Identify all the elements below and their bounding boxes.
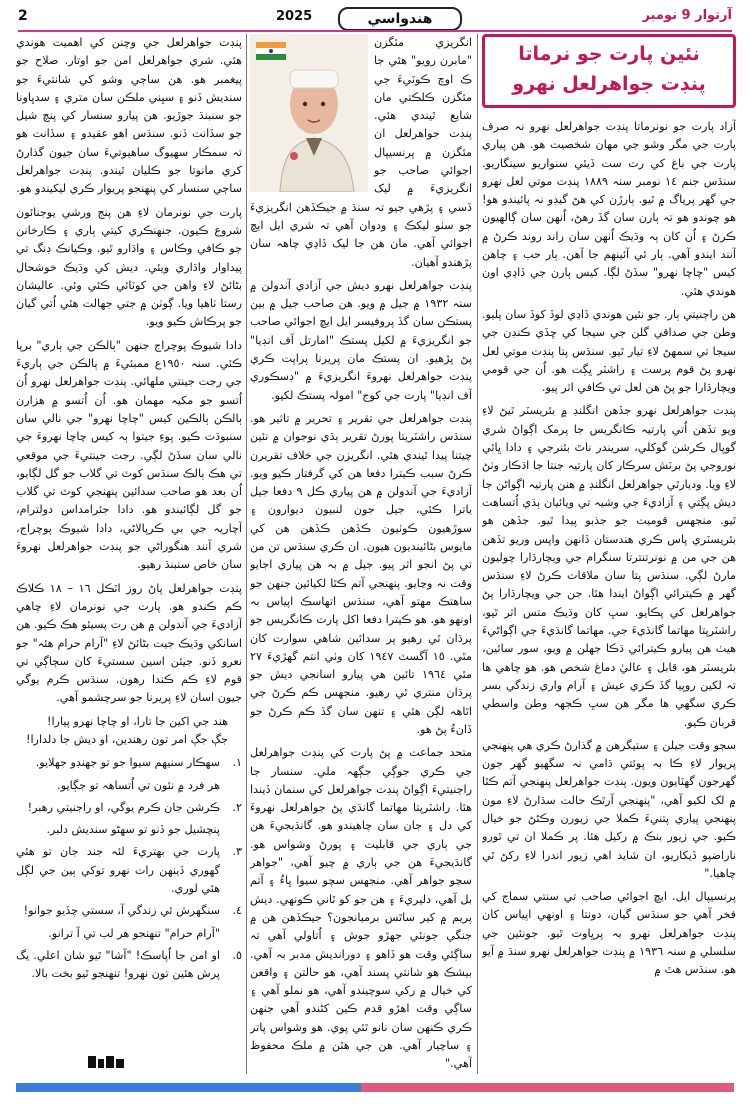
paragraph: پنڊت جواهرلعل نهرو جڏهن انگلنڊ ۾ بئريسٽر ٿيڻ لاءِ ويو تڏهن اُتي پارتيہ ڪانگريس جا پرمک اڳواڻ شري گوپال ڪرشن گوکلي، سريندر ناٿ بئنرجي ۽ دادا ڀائي نوروجي پڻ برٽش سرڪار کان پارتيہ جنتا جا اڌڪار وٺڻ لاءِ ويا. وديارٿي جواهرلعل انگلنڊ ۾ هنن پارتيہ اڳواڻن جا ديش پڳتي ۽ آزاديءَ جي وشيہ تي ويائيان ٻڌي اُتساهت ٿيو. منجهس قوميت جو جذبو پيدا ٿيو. جڏهن هو بئريسٽري پاس ڪري هندستان ڏانهن واپس وريو تڏهن هن جي من ۾ نونرتنترتا سنگرام جي ويچارڌارا چوليون مارڻ لڳي. سنڌس پتا سان ملاقات ڪرڻ لاءِ سنڌس گهر ۾ ڪيترائي اڳواڻ ايندا هئا. جن جي ويچارڌارا پڻ جواهرلعل کي پڪايو. سڀ کان وڌيڪ متس اثر ٿيو، راشٽرپتا مهاتما گانڌيءَ جي. مهاتما گانڌيءَ جي اڳواڻيءَ هيٺ هن پيارو ڪيترائي ڌڪا جهلن ۾ ويو، سور سائين، بئريسٽر هو، قابل ۽ عاليٰ دماغ شخص هو. هو چاهي ها تہ لکين روپيا گڏ ڪري عيش ۽ آرام واري زندگي بسر ڪري سگهي ها مگر هن سڀ ڪجهہ وطن واسطي قربان ڪيو. [482, 404, 736, 729]
stanza-number: ٣. [232, 845, 242, 859]
paragraph: پنڊت جواهرلعل نهرو ديش جي آزادي آندولن ۾ سنہ ١٩٣٢ ۾ جيل ۾ ويو. هن صاحب جيل ۾ بين پستڪن سان گڏ پروفيسر ايل ايڇ اجوائي صاحب جو انگريزيءَ ۾ لکيل پستڪ "امارتل آف انڊيا" پڻ پڙهيو. ان پستڪ مان پريرنا پراپت ڪري پنڊت جواهرلعل نهروءَ انگريزيءَ ۾ "ڊسڪوري آف انڊيا" پارت جي کوج" امولہ پستڪ لکيو. [250, 278, 472, 402]
poem-stanza [16, 925, 242, 943]
poem-stanza [16, 799, 242, 817]
poem-stanza [16, 777, 242, 795]
stanza-text: او امن جا اُپاسڪ! "آشا" ٿيو شان اعلي. يگ پرش هئين تون نهرو! تنهنجو ٿيو بخت بالا. [16, 948, 220, 981]
header-divider [18, 30, 732, 32]
stanza-text: ڪرشن جان ڪرم يوگي، او راجنيتي رهبر! [27, 800, 220, 814]
stanza-text: هر فرد ۾ نئون تي اُتساهہ تو جڳايو. [57, 778, 220, 792]
poem-intro-line: جڳ جڳ امر تون رهندين، او ديش جا دلدارا! [25, 732, 228, 746]
poem-stanza [16, 754, 242, 772]
footer-bar-pink [361, 1083, 734, 1092]
issue-year: 2025 [276, 9, 313, 24]
masthead-logo: هندواسي [338, 7, 462, 31]
poem-stanza [16, 843, 242, 898]
article-title-line-2: پنڊت جواهرلعل نهرو [512, 73, 706, 95]
stanza-number: ٥. [232, 948, 242, 962]
stanza-text: سنگهرش ئي زندگي آ، سستي چڏيو جوانو! [23, 904, 220, 918]
column-divider [246, 34, 247, 1074]
paragraph: متحد جماعت ۾ پڻ پارت کي پنڊت جواهرلعل جي ڪري جوڳي جڳهہ ملي. سنسار جا راڄنيتيءَ اڳواڻ پنڊت جواهرلعل کي سنمان ڏيندا هئا. راشٽرپتا مهاتما گانڌي پڻ جواهرلعل نهروءَ کي دل ۽ جان سان چاهيندو هو. گانڌيجيءَ هن جي ٻاري جي قابليت ۽ پورڻ وشواس هو. گانڌيجيءَ هن جي ٻاري ۾ چيو آهي، "جواهر سچو جواهر آهي. منجهس سچو سيوا ڀاءُ ۽ آتم بل آهي، دليريءَ ۽ هن جو کو ٿاني ڪونهي. ديش پريم ۾ کير ساٿس برميانجون؟ جيڪڏهن هن ۾ جنگي جونئي جهڙو جوش ۽ اُتاولي آهي تہ ساڳئي وقت هو ڏاهو ۽ دورانديش مدبر بہ آهي. بيشڪ هو شانتي پسند آهي، هو حالتن ۽ واقعن کي خيال ۾ رکي سوچيندو آهي، هو نملو آهي ۽ ساڳي وقت اهڙو قدم ڪين کڻندو آهي جنهن ڪري ڪنهن سان نانو ٿئي پوي. هو وشواس پاتر ۽ ساچيار آهي. هن جي هٿن ۾ ملڪ محفوظ آهي." [250, 746, 472, 1071]
article-column-2 [250, 34, 472, 1079]
stanza-number: ٤. [232, 904, 242, 918]
poem [16, 754, 242, 983]
paragraph: پنڊت جواهرلعل جي وچنن کي اهميت هوندي هئي. شري جواهرلعل امن جو اوتار. صلاح جو پيغمبر هو. هن ساڄي وشو کي شانتيءَ جو سنديش ڏنو ۽ سڀني ملڪن سان متري ۽ سدڀاونا جو سنبنڌ جوڙيو. هن پيارو سنسار کي پنچ شيل جو سڏانت ڏنو. سنڌس اهو عقيدو ۽ سڏانت هو تہ سمڪار سهيوگ ساهيوتيءَ سان جيون گذارڻ کري مانوتا جو ڪليان ٿيندو. پنڊت جواهرلعل ساڄي سنسار کي پنهنجو پريوار ڪري ليکيندو هو. [16, 36, 242, 196]
stanza-text: پنچشيل جو ڏنو تو سهڻو سنديش دلبر. [46, 823, 220, 837]
paragraph: پارت جي نونرمان لاءِ هن پنج ورشي يوجنائون شروع ڪيون. جنهنڪري کيتي ٻاري ۽ ڪارخانن جو ڪافي وڪاس ۽ واڌارو ٿيو. وڪيانڪ ڊنگ تي پيداوار واڌاري ويئي. ديش کي وڌيڪ خوشحال بڻائڻ لاءِ واهن جي کوٽائي ڪئي وئي. عاليشان رستا ٺاهيا ويا. ڳوٺن ۾ جتي جهالت هئي اُتي گيان جو پرڪاش ڪيو ويو. [16, 205, 242, 329]
issue-date: آرتوار 9 نومبر [642, 8, 732, 23]
footer-color-bar [16, 1083, 734, 1092]
column-divider [477, 34, 478, 1074]
paragraph: پنڊت جواهرلعل پاڻ روز اٽڪل ١٦ – ١٨ ڪلاڪ ڪم ڪندو هو. پارت جي نونرمان لاءِ چاهي آزاديءَ جي آندولن ۾ هن رت پسيئو هڪ ڪيو. هن اسانکي وڌيڪ جيت بڻائڻ لاءِ "آرام حرام هئہ" جو نعرو ڏنو. جيئن اسين سستيءَ کان سڄاڳي تي قوم لاءِ ڪم ڪندا رهون. سنڌس ڪرم يوگي جيون اسان لاءِ پريرنا جو سرچشمو آهي. [16, 581, 242, 705]
paragraph: پنڊت جواهرلعل جي تقرير ۽ تحرير ۾ تاثير هو. سنڌس راشٽريتا پورڻ تقرير ٻڌي نوجوان ۾ نئين چيتنا پيدا ٿيندي هئي. انگريزن جي خلاف تقريرن ڪرڻ سبب ڪيترا دفعا هن کي گرفتار ڪيو ويو. آزاديءَ جي آندولن ۾ هن پياري ڪل ٩ دفعا جيل ياترا ڪئي، جيل جون لنبيون ديوارون ۽ سوڙهيون ڪوٺيون ڪڏهن ڪڏهن هن کي مايوس بڻائينديون هيون. ان ڪري سنڌس تن من تي پڻ انجو اثر پيو. جيل ۾ بہ هن پياري اجايو وقت نہ وڃايو. پنهنجي آتم ڪٿا لکيائين جنهن جو ساهتڪ مهتو آهي، سنڌس اتهاسڪ اپياس بہ اونهو هو. هو ڪيترا دفعا اکل پارت ڪانگريس جو پرڌان ٿي رهيو پر سدائين شاهي سوارت کان مٿي. ١٥ آگسٽ ١٩٤٧ کان وٺي انتم گهڙيءَ ٢٧ مئي ١٩٦٤ تائين هي پيارو اسانجي ديش جو پرڌان منتري ٿي رهيو. منجهس ڪم ڪرڻ جي اٿاهہ لڳن هئي ۽ تنهن سان گڏ ڪم ڪرڻ جو ڏانءُ پڻ هو. [250, 411, 472, 736]
nehru-portrait-image [250, 34, 368, 192]
paragraph: پرنسيپال ايل. ايڇ اجوائي صاحب تي سنتي سماج کي فخر آهي جو سنڌس گيان، دونتا ۽ اونهي اپياس کان پنڊت جواهرلعل نهرو بہ پرڀاوت ٿيو. جونئين جي سلسلي ۾ سنہ ١٩٣٦ ۾ پنڊت جواهرلعل نهرو سنڌ ۾ آيو هو. سنڌس هٿ ۾ [482, 890, 736, 977]
stanza-number: ٢. [232, 800, 242, 814]
stanza-text: "آرام حرام" تنهنجو هر لب تي آ ترانو. [48, 926, 220, 940]
article-column-3 [16, 34, 242, 1079]
poem-intro-line: هند جي اکين جا تارا، او چاچا نهرو پيارا! [46, 714, 228, 728]
paragraph: سڄو وقت جيلن ۽ ستيگرهن ۾ گذارڻ ڪري هي پنهنجي پريوار لاءِ ڪا بہ پوئتي ڌامي نہ سگهيو گهر جون گهرجون گهٽايون ويون. پنڊت جواهرلعل پنهنجي آتم ڪٿا ۾ لک لکيو آهي، "پنهنجي آرٿڪ حالت سڌارڻ لاءِ مون پنهنجي پياري پتنيءَ ڪملا جي زيورن وڪڻڻ جو خيال ڪيو. جي زيور بنڪ ۾ رکيل هئا. پر ڪملا ان تي ٿورو ناراضپو ڏيکاريو، ان شايد اهي زيور اندرا لاءِ رکڻ ٿي چاهيا." [482, 738, 736, 880]
portrait-illustration [250, 34, 368, 192]
poem-stanza [16, 947, 242, 984]
article-title-box [482, 34, 736, 108]
article-column-1 [482, 34, 736, 1079]
paragraph: هن راڄنيتي ٻار. جو نئين هوندي ڏاڍي لوڏ کوڏ سان پليو. وطن جي صداقي گلن جي سيجا کي ڇڏي ڪنڊن جي سيجا تي سمهڻ لاءِ تيار ٿيو. سنڌس پتا پنڊت موتي لعل نهرو پڻ قوم پرست ۽ راشٽر ڀڳت هو. اُن جي قومي ويچارڌارا جو پڻ هن لعل تي ڪافي اثر پيو. [482, 307, 736, 395]
end-ornament-icon [88, 1056, 124, 1068]
article-title-line-1: نئين پارت جو نرماتا [518, 43, 700, 65]
footer-bar-blue [16, 1083, 361, 1092]
stanza-text: سهڪار سنيهم سيوا جو تو جهنڊو جهلايو. [35, 756, 220, 770]
paragraph: آزاد پارت جو نونرماتا پنڊت جواهرلعل نهرو نہ صرف پارت جي مگر وشو جي مهان شخصيت هو. هن پياري پارت جي باغ کي رت ست ڏيئي سنواريو سينگاريو. سنڌس جنم ١٤ نومبر سنہ ١٨٨٩ پنڊت موتي لعل نهرو جي گهر پرياگ ۾ ٿيو. ٻارڙن کي هڻ گيڊو نہ پائيندو هو! هو چوندو هو تہ ٻارن سان گڏ رهڻ، اُنهن سان ڳالهيون ڪرڻ ۽ اُن کان ٻہ وڌيڪ اُنهن سان راند روند ڪرڻ ۾ آنند ايندو آهي. ٻار ئي آئينهم جا آهن. ٻار حب ۽ چاهن کيس "چاچا نهرو" سڏڻ لڳا. کيس ٻارن جي ڏاڍي اون هوندي هئي. [482, 120, 736, 298]
paragraph: دادا شيوڪ پوچراج جنهن "ٻالڪن جي ٻاري" برپا ڪئي. سنہ ١٩٥٠ع ممبئيءَ ۾ ٻالڪن جي ٻاريءَ جي رجت جينتي ملهائي. پنڊت جواهرلعل نهرو اُن اُتسو جو مکيہ مهمان هو. اُن اُتسو ۾ هزارن ٻالڪن ٻالڪين کيس "چاچا نهرو" جي نالي سان سنبوڌت ڪيو. پوءِ جيتوا ٻہ کيس چاچا نهروءَ جي نالي سان سڏڻ لڳي. رجت جينتيءَ جي موقعي تي هڪ ٻالڪ سنڌس کوٽ تي گلاب جو گل لڳايو، اُن بعد هو صاحب سدائين پنهنجي کوٽ تي گلاب جو گل لڳائيندو هو. دادا جئرامداس دولترام، آچاريہ جي بي ڪرپالاڻي، دادا شيوڪ پوچراج، شري آنند هنگوراڻي جو پنڊت جواهرلعل نهروءَ سان خاص سنبنڌ رهيو. [16, 338, 242, 572]
poem-stanza [16, 902, 242, 920]
page-number: 2 [18, 8, 28, 24]
page-header [18, 6, 732, 32]
stanza-text: پارت جي بهتريءَ لئہ جند جان تو هئي گهوري ڏينهن رات نهرو توکي ٻين جي لڳل هئي لوري. [16, 845, 220, 896]
poem-stanza [16, 821, 242, 839]
paragraph: انگريزي مئگزن "مابرن رويو" هئي جا ڪ اوچ ڪوٽيءَ جي مئگزن ڪلڪتي مان شايع ٿيندي هئي. پنڊت جواهرلعل ان مئگزن ۾ پرنسيپال اجوائي صاحب جو انگريزيءَ ۾ ليک ڏسي ۽ پڙهي جيو تہ سنڌ ۾ جيڪڏهن انگريزيءَ جو سٺو ليکڪ ۽ ودوان آهي تہ شري ايل ايڇ اجوائي آهي. مان هن جا ليک ڏاڍي چاهہ سان پڙهندو آهيان. [250, 36, 472, 269]
stanza-number: ١. [232, 756, 242, 770]
